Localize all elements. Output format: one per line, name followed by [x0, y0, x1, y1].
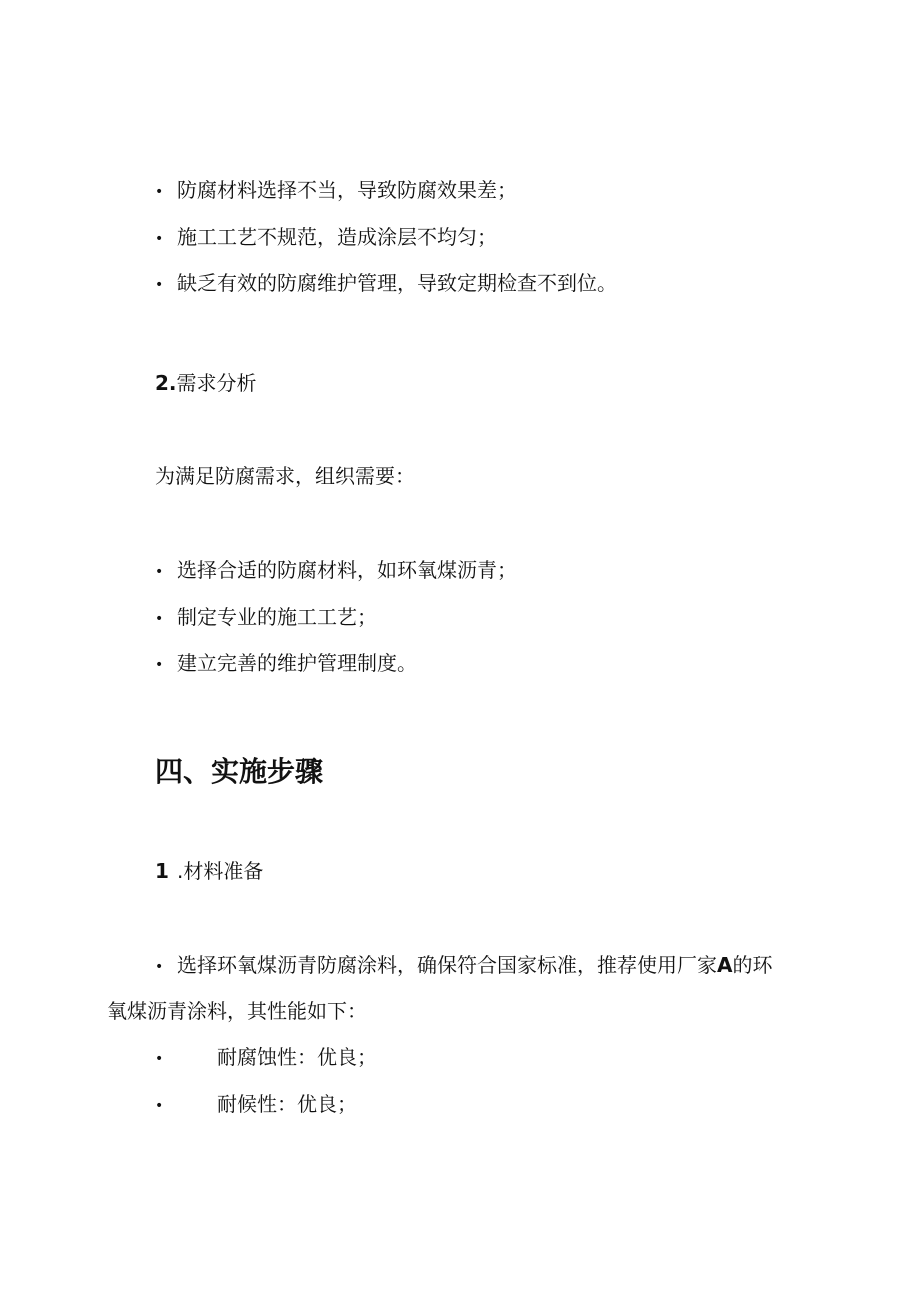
- chapter-heading: 四、实施步骤: [155, 755, 324, 788]
- list-item: [155, 603, 377, 633]
- bullet-icon: •: [155, 1050, 164, 1067]
- list-item: [155, 1043, 377, 1073]
- list-item: [155, 269, 617, 299]
- problem-item-text: 防腐材料选择不当，导致防腐效果差；: [177, 178, 517, 202]
- bullet-icon: •: [155, 610, 164, 627]
- need-item-text: 选择合适的防腐材料，如环氧煤沥青；: [177, 558, 517, 582]
- bullet-icon: •: [155, 183, 164, 200]
- subsection-title: .材料准备: [177, 859, 264, 883]
- need-item-text: 建立完善的维护管理制度。: [177, 651, 417, 675]
- list-item: [155, 176, 517, 206]
- bullet-icon: •: [155, 230, 164, 247]
- property-text: 耐候性：优良；: [217, 1092, 357, 1116]
- bullet-icon: •: [155, 656, 164, 673]
- list-item: [155, 649, 417, 679]
- problem-item-text: 缺乏有效的防腐维护管理，导致定期检查不到位。: [177, 271, 617, 295]
- list-item: [155, 223, 497, 253]
- brand-name: A: [717, 953, 733, 977]
- list-item: [155, 1090, 357, 1120]
- paragraph-line: 氧煤沥青涂料，其性能如下：: [107, 999, 367, 1023]
- bullet-icon: •: [155, 276, 164, 293]
- bullet-icon: •: [155, 563, 164, 580]
- subsection-heading: [155, 857, 263, 885]
- subsection-number: 1: [155, 859, 169, 883]
- paragraph: 为满足防腐需求，组织需要：: [155, 464, 415, 488]
- list-item: [155, 556, 517, 586]
- need-item-text: 制定专业的施工工艺；: [177, 605, 377, 629]
- section-heading: [155, 369, 257, 397]
- property-text: 耐腐蚀性：优良；: [217, 1045, 377, 1069]
- section-number: 2.: [155, 371, 177, 395]
- paragraph-text: 的环: [732, 953, 773, 977]
- bullet-icon: •: [155, 958, 164, 975]
- bullet-icon: •: [155, 1097, 164, 1114]
- paragraph-line: [155, 951, 772, 981]
- section-title: 需求分析: [176, 371, 257, 395]
- paragraph-text: 选择环氧煤沥青防腐涂料，确保符合国家标准，推荐使用厂家: [177, 953, 717, 977]
- problem-item-text: 施工工艺不规范，造成涂层不均匀；: [177, 225, 497, 249]
